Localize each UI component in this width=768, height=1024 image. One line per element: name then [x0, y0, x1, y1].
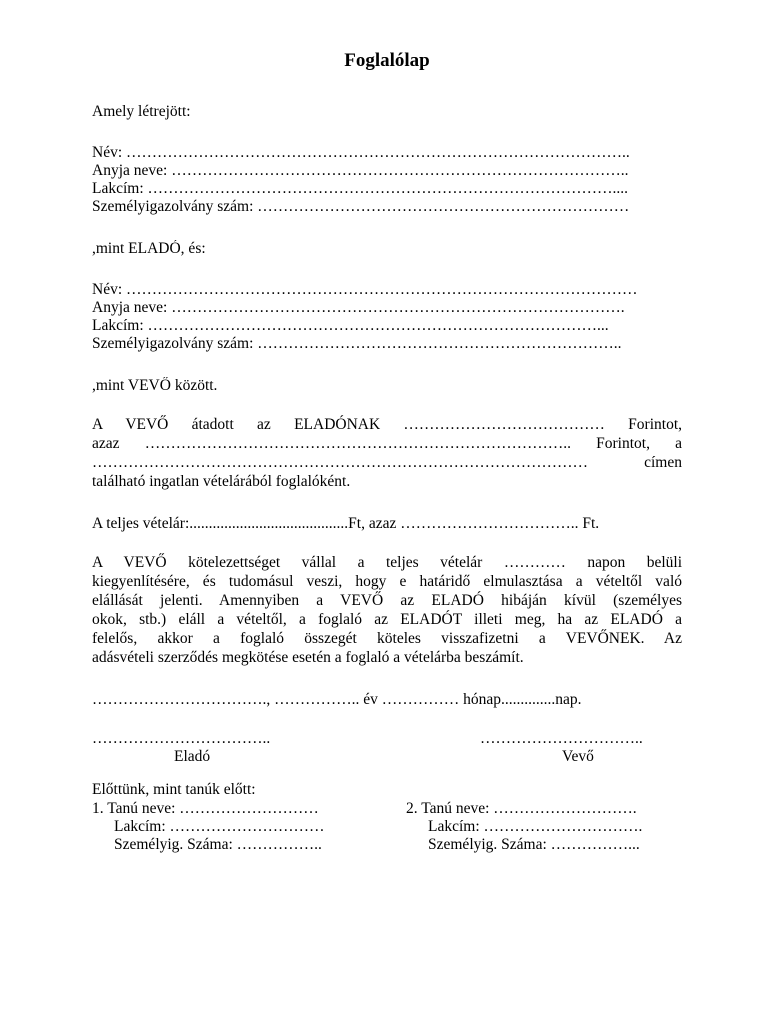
payment-line: található ingatlan vételárából foglalóként.	[92, 473, 351, 490]
seller-section	[92, 144, 682, 216]
payment-line: …………………………………………………………………………………… címen	[92, 454, 682, 471]
witness-1-id: Személyig. Száma: ……………..	[114, 836, 322, 853]
buyer-section	[92, 281, 682, 353]
terms-line: kiegyenlítésére, és tudomásul veszi, hogy e határidő elmulasztása a vételtől való	[92, 573, 682, 590]
buyer-name-field: Név: ………………………………………………………………………………………	[92, 281, 638, 298]
buyer-signature-label: Vevő	[562, 748, 594, 765]
terms-line: felelős, akkor a foglaló összegét köteles visszafizetni a VEVŐNEK. Az	[92, 630, 682, 647]
document-title: Foglalólap	[344, 50, 430, 71]
buyer-role-text: ,mint VEVŐ között.	[92, 377, 218, 394]
signature-row	[92, 730, 682, 770]
witness-intro: Előttünk, mint tanúk előtt:	[92, 781, 256, 798]
witness-1-address: Lakcím: …………………………	[114, 818, 325, 835]
seller-name-field: Név: ……………………………………………………………………………………..	[92, 144, 630, 161]
witness-1-block	[92, 800, 325, 854]
seller-id-field: Személyigazolvány szám: ………………………………………………………………	[92, 198, 630, 215]
payment-paragraph	[92, 416, 682, 492]
terms-paragraph	[92, 554, 682, 668]
document-page	[92, 0, 682, 1024]
witness-2-block	[406, 800, 642, 854]
witness-2-address: Lakcím: ………………………….	[428, 818, 643, 835]
witness-2-id: Személyig. Száma: ……………...	[428, 836, 640, 853]
seller-mother-field: Anyja neve: ……………………………………………………………………………..	[92, 162, 629, 179]
total-price-line: A teljes vételár:.........................................Ft, azaz …………………………….. Ft.	[92, 515, 600, 532]
seller-signature-label: Eladó	[174, 748, 211, 765]
buyer-address-field: Lakcím: ……………………………………………………………………………...	[92, 317, 609, 334]
witness-section	[92, 800, 682, 860]
witness-1-name: 1. Tanú neve: ………………………	[92, 800, 319, 817]
buyer-signature-dots: …………………………..	[480, 730, 643, 747]
payment-line: azaz ……………………………………………………………………….. Forintot, a	[92, 435, 682, 452]
buyer-mother-field: Anyja neve: …………………………………………………………………………….	[92, 299, 625, 316]
terms-line: okok, stb.) eláll a vételtől, a foglaló az ELADÓT illeti meg, ha az ELADÓ a	[92, 611, 682, 628]
payment-line: A VEVŐ átadott az ELADÓNAK ………………………………… Forintot,	[92, 416, 682, 433]
date-line: ……………………………., …………….. év …………… hónap..............nap.	[92, 691, 582, 708]
seller-role-text: ,mint ELADÓ, és:	[92, 240, 206, 257]
intro-text: Amely létrejött:	[92, 103, 191, 120]
terms-line: A VEVŐ kötelezettséget vállal a teljes vételár ………… napon belüli	[92, 554, 682, 571]
buyer-id-field: Személyigazolvány szám: ……………………………………………………………..	[92, 335, 622, 352]
terms-line: adásvételi szerződés megkötése esetén a foglaló a vételárba beszámít.	[92, 649, 524, 666]
seller-address-field: Lakcím: ………………………………………………………………………………....	[92, 180, 629, 197]
seller-signature-dots: ……………………………..	[92, 730, 271, 747]
witness-2-name: 2. Tanú neve: ……………………….	[406, 800, 637, 817]
terms-line: elállását jelenti. Amennyiben a VEVŐ az ELADÓ hibáján kívül (személyes	[92, 592, 682, 609]
